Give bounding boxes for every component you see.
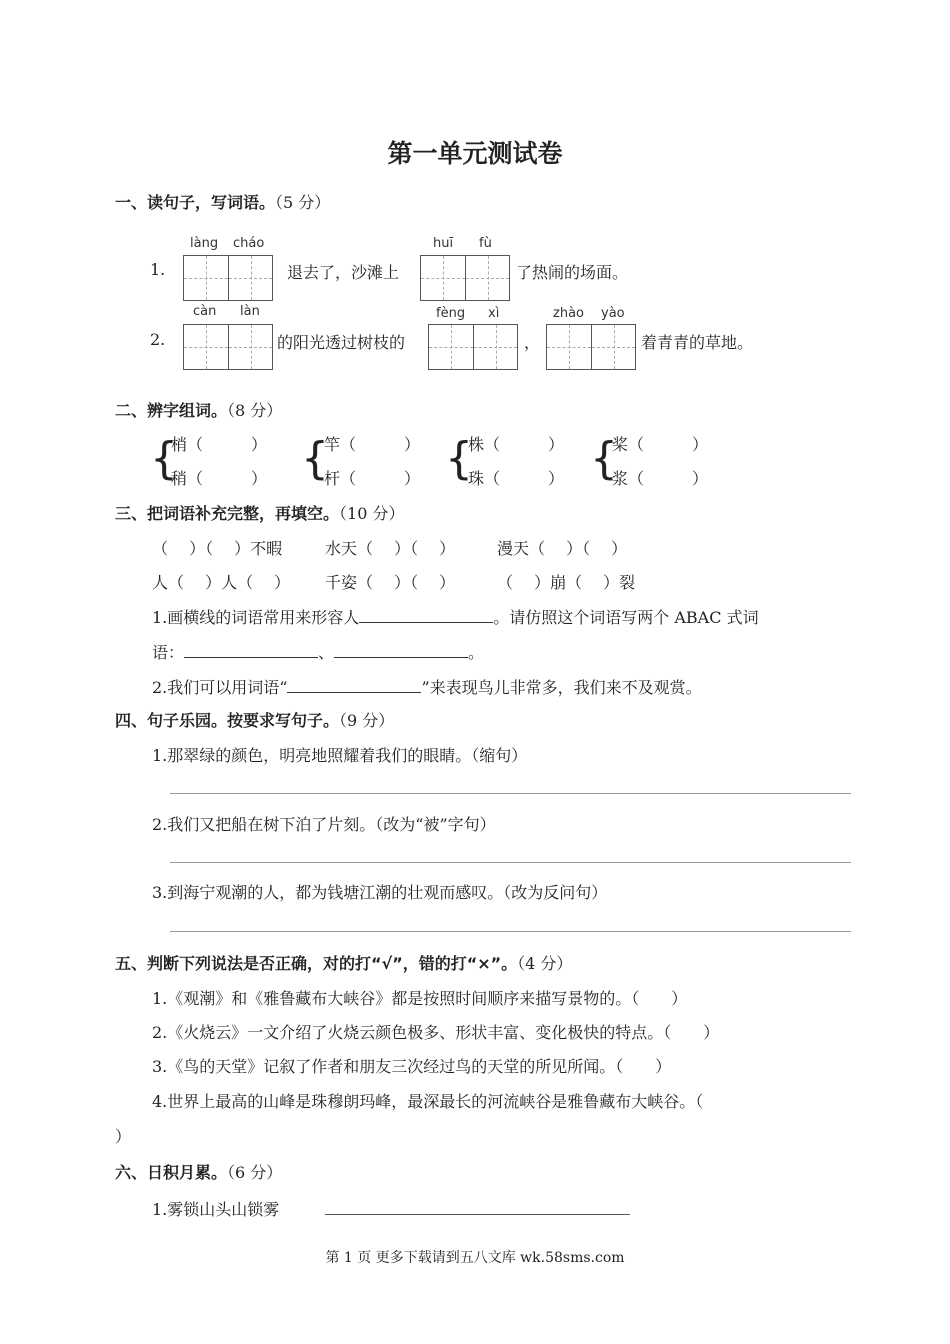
s1-q1-text: 了热闹的场面。	[516, 263, 629, 282]
s5-statement: 2.《火烧云》一文介绍了火烧云颜色极多、形状丰富、变化极快的特点。（ ）	[152, 1023, 720, 1042]
pinyin: làng	[190, 236, 219, 251]
tianzige-box[interactable]	[428, 324, 518, 370]
section-3-title: 三、把词语补充完整，再填空。	[115, 504, 340, 523]
section-2-heading	[115, 398, 282, 421]
word-pair-bottom: 浆（ ）	[612, 469, 709, 488]
section-3-heading	[115, 501, 404, 524]
pinyin: fù	[479, 236, 492, 251]
fill-blank[interactable]	[334, 643, 468, 658]
idiom-fill: 漫天（ ）（ ）	[497, 539, 628, 558]
idiom-fill: （ ）（ ）不暇	[152, 539, 283, 558]
page-footer: 第 1 页 更多下载请到五八文库 wk.58sms.com	[325, 1250, 625, 1266]
section-1-heading	[115, 190, 330, 213]
answer-line[interactable]	[170, 862, 851, 863]
answer-line[interactable]	[170, 793, 851, 794]
pinyin: xì	[488, 306, 500, 321]
left-brace: {	[590, 433, 618, 484]
section-5-title: 五、判断下列说法是否正确，对的打“√”，错的打“×”。	[115, 954, 518, 973]
tianzige-box[interactable]	[420, 255, 510, 301]
answer-line[interactable]	[170, 931, 851, 932]
tianzige-box[interactable]	[546, 324, 636, 370]
word-pair-bottom: 稍（ ）	[171, 469, 268, 488]
pinyin: càn	[193, 304, 217, 319]
s1-q2-text: 着青青的草地。	[641, 333, 754, 352]
fill-blank[interactable]	[184, 643, 318, 658]
section-1-title: 一、读句子，写词语。	[115, 193, 276, 212]
s4-question: 3.到海宁观潮的人，都为钱塘江潮的壮观而感叹。（改为反问句）	[152, 883, 608, 902]
s5-statement: 1.《观潮》和《雅鲁藏布大峡谷》都是按照时间顺序来描写景物的。（ ）	[152, 989, 688, 1008]
answer-line[interactable]	[325, 1214, 630, 1215]
word-pair-top: 株（ ）	[468, 435, 565, 454]
s5-statement: 4.世界上最高的山峰是珠穆朗玛峰，最深最长的河流峡谷是雅鲁藏布大峡谷。（	[152, 1092, 704, 1111]
pinyin: làn	[240, 304, 260, 319]
pinyin: fèng	[436, 306, 466, 321]
page-title: 第一单元测试卷	[387, 139, 563, 168]
section-5-heading	[115, 951, 572, 974]
s4-question: 2.我们又把船在树下泊了片刻。（改为“被”字句）	[152, 815, 496, 834]
s3-q2-line: 2.我们可以用词语“ ”来表现鸟儿非常多，我们来不及观赏。	[152, 678, 702, 697]
section-6-heading	[115, 1160, 282, 1183]
fill-blank[interactable]	[287, 678, 421, 693]
section-4-points: （9 分）	[339, 711, 395, 730]
word-pair-bottom: 珠（ ）	[468, 469, 565, 488]
section-2-title: 二、辨字组词。	[115, 401, 228, 420]
s6-question: 1.雾锁山头山锁雾	[152, 1200, 280, 1219]
word-pair-top: 桨（ ）	[612, 435, 709, 454]
pinyin: yào	[601, 306, 625, 321]
idiom-fill: （ ）崩（ ）裂	[497, 573, 636, 592]
section-6-title: 六、日积月累。	[115, 1163, 228, 1182]
section-6-points: （6 分）	[227, 1163, 283, 1182]
section-1-points: （5 分）	[275, 193, 331, 212]
s5-statement-end: ）	[115, 1127, 132, 1146]
s5-statement: 3.《鸟的天堂》记叙了作者和朋友三次经过鸟的天堂的所见所闻。（ ）	[152, 1057, 672, 1076]
idiom-fill: 人（ ）人（ ）	[152, 573, 291, 592]
pinyin: cháo	[233, 236, 265, 251]
left-brace: {	[301, 433, 329, 484]
section-3-points: （10 分）	[339, 504, 405, 523]
word-pair-top: 竿（ ）	[324, 435, 421, 454]
idiom-fill: 水天（ ）（ ）	[325, 539, 456, 558]
s1-q1-text: 退去了，沙滩上	[287, 263, 400, 282]
left-brace: {	[150, 433, 178, 484]
fill-blank[interactable]	[359, 608, 493, 623]
section-5-points: （4 分）	[517, 954, 573, 973]
idiom-fill: 千姿（ ）（ ）	[325, 573, 456, 592]
tianzige-box[interactable]	[183, 255, 273, 301]
section-2-points: （8 分）	[227, 401, 283, 420]
word-pair-bottom: 杆（ ）	[324, 469, 421, 488]
s1-q2-comma: ，	[524, 333, 541, 352]
section-4-title: 四、句子乐园。按要求写句子。	[115, 711, 340, 730]
pinyin: huī	[433, 236, 454, 251]
s3-q1-line: 1.画横线的词语常用来形容人 。请仿照这个词语写两个 ABAC 式词	[152, 608, 759, 627]
s1-q2-number: 2.	[150, 330, 166, 349]
pinyin: zhào	[553, 306, 584, 321]
s3-q1-line2: 语： 、 。	[152, 643, 485, 662]
tianzige-box[interactable]	[183, 324, 273, 370]
left-brace: {	[445, 433, 473, 484]
s1-q1-number: 1.	[150, 260, 166, 279]
section-4-heading	[115, 708, 394, 731]
s4-question: 1.那翠绿的颜色，明亮地照耀着我们的眼睛。（缩句）	[152, 746, 528, 765]
s1-q2-text: 的阳光透过树枝的	[277, 333, 406, 352]
word-pair-top: 梢（ ）	[171, 435, 268, 454]
